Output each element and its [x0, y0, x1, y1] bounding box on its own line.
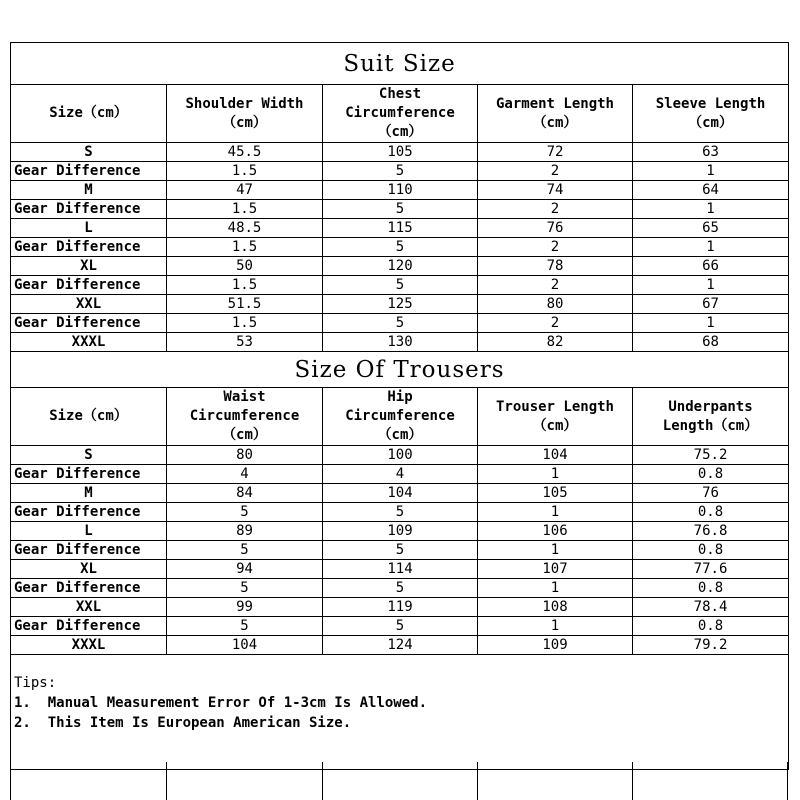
header-line: （cm）: [532, 114, 578, 131]
table-cell: 0.8: [633, 503, 789, 522]
table-cell: 76: [633, 484, 789, 503]
table-cell: 2: [478, 314, 633, 333]
table-cell: 66: [633, 257, 789, 276]
size-label: S: [11, 143, 167, 162]
tips-block: [11, 655, 789, 770]
size-label: Gear Difference: [11, 617, 167, 636]
size-label: M: [11, 484, 167, 503]
table-cell: 77.6: [633, 560, 789, 579]
size-label: Gear Difference: [11, 503, 167, 522]
size-row: [11, 560, 789, 579]
trousers-column-header: [323, 388, 478, 446]
table-cell: 5: [323, 162, 478, 181]
table-cell: 80: [167, 446, 323, 465]
table-cell: 48.5: [167, 219, 323, 238]
size-label: Gear Difference: [11, 162, 167, 181]
header-line: Underpants: [668, 398, 753, 415]
size-label: Gear Difference: [11, 465, 167, 484]
table-cell: 5: [323, 617, 478, 636]
table-cell: 5: [323, 503, 478, 522]
tip-item: 2. This Item Is European American Size.: [14, 715, 352, 731]
table-cell: 53: [167, 333, 323, 352]
table-cell: 45.5: [167, 143, 323, 162]
suit-column-header: [167, 85, 323, 143]
size-table: [10, 42, 789, 770]
table-cell: 1.5: [167, 314, 323, 333]
table-cell: 114: [323, 560, 478, 579]
size-row: [11, 295, 789, 314]
header-line: （cm）: [688, 114, 733, 131]
size-label: XXL: [11, 295, 167, 314]
size-chart: [10, 42, 788, 770]
gear-difference-row: [11, 238, 789, 257]
gear-difference-row: [11, 503, 789, 522]
table-cell: 67: [633, 295, 789, 314]
suit-column-header: [633, 85, 789, 143]
header-line: Circumference: [189, 408, 300, 424]
table-cell: 5: [323, 314, 478, 333]
header-line: （cm）: [377, 427, 423, 443]
table-cell: 2: [478, 276, 633, 295]
trousers-title-row: [11, 352, 789, 388]
header-line: （cm）: [222, 427, 267, 443]
table-cell: 47: [167, 181, 323, 200]
size-row: [11, 598, 789, 617]
table-cell: 89: [167, 522, 323, 541]
table-cell: 110: [323, 181, 478, 200]
table-cell: 1: [633, 276, 789, 295]
header-line: （cm）: [532, 417, 578, 434]
size-row: [11, 143, 789, 162]
size-label: Gear Difference: [11, 200, 167, 219]
size-label: XXXL: [11, 333, 167, 352]
table-cell: 1: [478, 579, 633, 598]
size-row: [11, 333, 789, 352]
table-cell: 5: [323, 276, 478, 295]
table-cell: 76.8: [633, 522, 789, 541]
size-label: XXXL: [11, 636, 167, 655]
suit-title-row: [11, 43, 789, 85]
table-cell: 5: [323, 238, 478, 257]
table-cell: 78: [478, 257, 633, 276]
size-label: Gear Difference: [11, 314, 167, 333]
size-row: [11, 636, 789, 655]
header-line: （cm）: [377, 124, 423, 140]
table-cell: 105: [478, 484, 633, 503]
table-cell: 1: [478, 503, 633, 522]
table-cell: 5: [167, 579, 323, 598]
table-cell: 130: [323, 333, 478, 352]
size-label: Gear Difference: [11, 276, 167, 295]
size-row: [11, 484, 789, 503]
table-cell: 5: [167, 617, 323, 636]
header-line: Hip: [387, 389, 413, 405]
gear-difference-row: [11, 162, 789, 181]
gear-difference-row: [11, 465, 789, 484]
table-cell: 5: [323, 579, 478, 598]
trousers-column-header: [633, 388, 789, 446]
table-cell: 1.5: [167, 200, 323, 219]
table-cell: 80: [478, 295, 633, 314]
size-label: L: [11, 522, 167, 541]
table-cell: 100: [323, 446, 478, 465]
table-cell: 68: [633, 333, 789, 352]
table-bottom-edge: [10, 762, 788, 800]
size-label: L: [11, 219, 167, 238]
table-cell: 1.5: [167, 162, 323, 181]
size-label: XL: [11, 560, 167, 579]
header-line: Circumference: [345, 408, 455, 424]
suit-title: Suit Size: [11, 43, 789, 85]
size-label: Gear Difference: [11, 238, 167, 257]
table-cell: 1.5: [167, 276, 323, 295]
table-cell: 105: [323, 143, 478, 162]
gear-difference-row: [11, 276, 789, 295]
header-line: Garment Length: [495, 95, 614, 112]
table-cell: 2: [478, 200, 633, 219]
table-cell: 4: [323, 465, 478, 484]
header-line: Length（cm）: [662, 417, 759, 434]
table-cell: 94: [167, 560, 323, 579]
table-cell: 5: [167, 541, 323, 560]
trousers-column-header: [11, 388, 167, 446]
table-cell: 104: [167, 636, 323, 655]
size-label: M: [11, 181, 167, 200]
gear-difference-row: [11, 541, 789, 560]
table-cell: 1: [633, 238, 789, 257]
gear-difference-row: [11, 314, 789, 333]
table-cell: 1: [633, 200, 789, 219]
table-cell: 104: [323, 484, 478, 503]
table-cell: 0.8: [633, 617, 789, 636]
table-cell: 76: [478, 219, 633, 238]
table-cell: 0.8: [633, 465, 789, 484]
table-cell: 119: [323, 598, 478, 617]
header-line: Chest: [378, 86, 422, 102]
header-line: （cm）: [222, 114, 267, 131]
suit-column-header: [478, 85, 633, 143]
size-row: [11, 446, 789, 465]
trousers-header-row: [11, 388, 789, 446]
gear-difference-row: [11, 617, 789, 636]
table-cell: 107: [478, 560, 633, 579]
header-line: Size（cm）: [49, 408, 128, 424]
suit-header-row: [11, 85, 789, 143]
table-cell: 1.5: [167, 238, 323, 257]
size-label: Gear Difference: [11, 541, 167, 560]
table-cell: 1: [633, 314, 789, 333]
suit-column-header: [323, 85, 478, 143]
table-cell: 63: [633, 143, 789, 162]
gear-difference-row: [11, 579, 789, 598]
gear-difference-row: [11, 200, 789, 219]
table-cell: 5: [323, 541, 478, 560]
table-cell: 1: [478, 465, 633, 484]
table-cell: 65: [633, 219, 789, 238]
tip-item: 1. Manual Measurement Error Of 1-3cm Is Allowed.: [14, 695, 428, 711]
trousers-title: Size Of Trousers: [11, 352, 789, 388]
table-cell: 109: [323, 522, 478, 541]
header-line: Waist: [223, 389, 266, 405]
size-label: XXL: [11, 598, 167, 617]
table-cell: 51.5: [167, 295, 323, 314]
suit-column-header: [11, 85, 167, 143]
table-cell: 0.8: [633, 541, 789, 560]
header-line: Trouser Length: [495, 398, 614, 415]
table-cell: 82: [478, 333, 633, 352]
table-cell: 106: [478, 522, 633, 541]
table-cell: 115: [323, 219, 478, 238]
table-cell: 1: [478, 617, 633, 636]
table-cell: 2: [478, 162, 633, 181]
table-cell: 104: [478, 446, 633, 465]
size-row: [11, 219, 789, 238]
table-cell: 1: [633, 162, 789, 181]
table-cell: 4: [167, 465, 323, 484]
table-cell: 75.2: [633, 446, 789, 465]
size-row: [11, 522, 789, 541]
trousers-column-header: [478, 388, 633, 446]
table-cell: 0.8: [633, 579, 789, 598]
table-cell: 109: [478, 636, 633, 655]
tips-row: [11, 655, 789, 770]
table-cell: 50: [167, 257, 323, 276]
table-cell: 125: [323, 295, 478, 314]
table-cell: 120: [323, 257, 478, 276]
tips-label: Tips:: [14, 675, 57, 691]
table-cell: 1: [478, 541, 633, 560]
table-cell: 5: [323, 200, 478, 219]
table-cell: 72: [478, 143, 633, 162]
table-cell: 79.2: [633, 636, 789, 655]
table-cell: 124: [323, 636, 478, 655]
header-line: Shoulder Width: [185, 95, 304, 112]
size-row: [11, 181, 789, 200]
table-cell: 2: [478, 238, 633, 257]
size-label: Gear Difference: [11, 579, 167, 598]
header-line: Size（cm）: [49, 105, 128, 121]
size-label: XL: [11, 257, 167, 276]
table-cell: 5: [167, 503, 323, 522]
table-cell: 108: [478, 598, 633, 617]
table-cell: 74: [478, 181, 633, 200]
table-cell: 78.4: [633, 598, 789, 617]
header-line: Circumference: [345, 105, 455, 121]
table-cell: 84: [167, 484, 323, 503]
size-row: [11, 257, 789, 276]
size-label: S: [11, 446, 167, 465]
table-cell: 64: [633, 181, 789, 200]
trousers-column-header: [167, 388, 323, 446]
header-line: Sleeve Length: [655, 95, 766, 112]
table-cell: 99: [167, 598, 323, 617]
